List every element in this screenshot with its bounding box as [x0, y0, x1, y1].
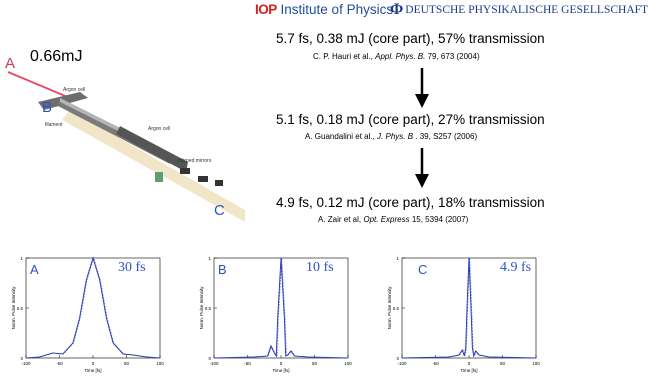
y-tick-label: 0: [20, 356, 23, 361]
y-axis-label: Norm. Pulse Intensity: [387, 286, 392, 330]
dpg-logo: [390, 1, 648, 19]
x-tick-label: -100: [21, 361, 31, 366]
input-beam: [8, 72, 70, 98]
down-arrow-icon: [412, 148, 432, 190]
label-b: B: [42, 99, 53, 116]
chirped-mirror-1: [180, 168, 190, 174]
x-tick-label: 0: [91, 361, 95, 366]
y-tick-label: 0.5: [392, 306, 399, 311]
reference-2: A. Guandalini et al., J. Phys. B . 39, S257 (2006): [305, 132, 478, 141]
plot-b-duration: 10 fs: [306, 260, 334, 275]
y-tick-label: 1: [208, 256, 211, 261]
plot-c-duration: 4.9 fs: [500, 260, 532, 275]
x-tick-label: 50: [311, 361, 318, 366]
y-tick-label: 0: [208, 356, 211, 361]
y-axis-label: Norm. Pulse Intensity: [199, 286, 204, 330]
y-tick-label: 1: [396, 256, 399, 261]
y-tick-label: 0.5: [16, 306, 23, 311]
part-label: filament: [45, 122, 63, 128]
x-tick-label: 0: [467, 361, 471, 366]
result-1: 5.7 fs, 0.38 mJ (core part), 57% transmission: [276, 31, 545, 46]
phi-icon: Φ: [390, 1, 404, 18]
plot-c-letter: C: [418, 262, 428, 277]
plot-a-letter: A: [30, 262, 39, 277]
input-energy: 0.66mJ: [30, 48, 83, 65]
reference-1: C. P. Hauri et al., Appl. Phys. B. 79, 673 (2004): [313, 52, 480, 61]
down-arrow-icon: [412, 68, 432, 110]
iop-logo: [255, 2, 393, 17]
reference-3: A. Zair et al, Opt. Express 15, 5394 (2007): [318, 215, 469, 224]
result-2: 5.1 fs, 0.18 mJ (core part), 27% transmission: [276, 112, 545, 127]
x-tick-label: -50: [432, 361, 439, 366]
x-tick-label: 50: [499, 361, 506, 366]
y-tick-label: 0.5: [204, 306, 211, 311]
y-axis-label: Norm. Pulse Intensity: [11, 286, 16, 330]
x-tick-label: -100: [209, 361, 219, 366]
x-tick-label: 100: [156, 361, 164, 366]
result-3: 4.9 fs, 0.12 mJ (core part), 18% transmission: [276, 195, 545, 210]
x-tick-label: 100: [532, 361, 540, 366]
dpg-name: DEUTSCHE PHYSIKALISCHE GESELLSCHAFT: [405, 4, 648, 16]
part-label: Argon cell: [148, 126, 171, 132]
setup-diagram: [0, 40, 250, 225]
x-axis-label: Time [fs]: [460, 368, 478, 373]
plot-a-duration: 30 fs: [118, 260, 146, 275]
iop-mark: IOP: [255, 2, 277, 17]
x-tick-label: -50: [56, 361, 63, 366]
x-axis-label: Time [fs]: [272, 368, 290, 373]
iop-name: Institute of Physics: [280, 2, 394, 17]
x-axis-label: Time [fs]: [84, 368, 102, 373]
x-tick-label: -50: [244, 361, 251, 366]
label-a: A: [5, 55, 16, 72]
part-label: Argon cell: [63, 87, 86, 93]
y-tick-label: 0: [396, 356, 399, 361]
y-tick-label: 1: [20, 256, 23, 261]
x-tick-label: 50: [123, 361, 130, 366]
x-tick-label: 0: [279, 361, 283, 366]
x-tick-label: -100: [397, 361, 407, 366]
plot-b-letter: B: [218, 262, 227, 277]
part-label: chirped mirrors: [178, 158, 212, 164]
x-tick-label: 100: [344, 361, 352, 366]
label-c: C: [214, 202, 225, 219]
